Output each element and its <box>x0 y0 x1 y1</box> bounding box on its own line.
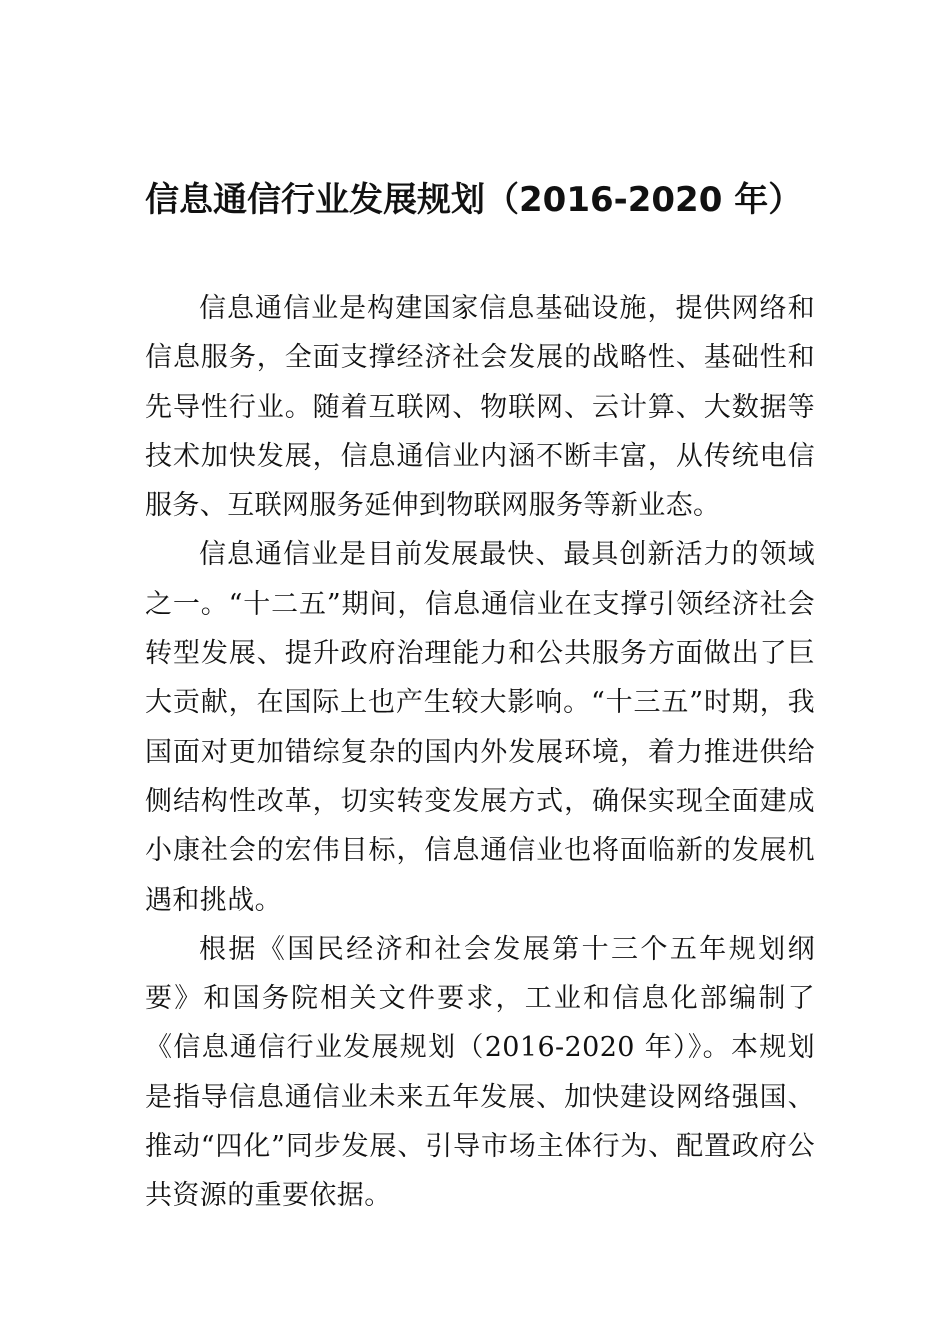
paragraph-intro: 信息通信业是构建国家信息基础设施，提供网络和信息服务，全面支撑经济社会发展的战略性、基础性和先导性行业。随着互联网、物联网、云计算、大数据等技术加快发展，信息通信业内涵不断丰富，从传统电信服务、互联网服务延伸到物联网服务等新业态。 <box>145 293 815 522</box>
document-title: 信息通信行业发展规划（2016-2020 年） <box>145 180 803 220</box>
document-body <box>145 284 815 1221</box>
paragraph-background: 信息通信业是目前发展最快、最具创新活力的领域之一。“十二五”期间，信息通信业在支撑引领经济社会转型发展、提升政府治理能力和公共服务方面做出了巨大贡献，在国际上也产生较大影响。“十三五”时期，我国面对更加错综复杂的国内外发展环境，着力推进供给侧结构性改革，切实转变发展方式，确保实现全面建成小康社会的宏伟目标，信息通信业也将面临新的发展机遇和挑战。 <box>145 539 815 916</box>
paragraph-basis: 根据《国民经济和社会发展第十三个五年规划纲要》和国务院相关文件要求，工业和信息化部编制了《信息通信行业发展规划（2016-2020 年）》。本规划是指导信息通信业未来五年发展、加快建设网络强国、推动“四化”同步发展、引导市场主体行为、配置政府公共资源的重要依据。 <box>145 933 815 1212</box>
